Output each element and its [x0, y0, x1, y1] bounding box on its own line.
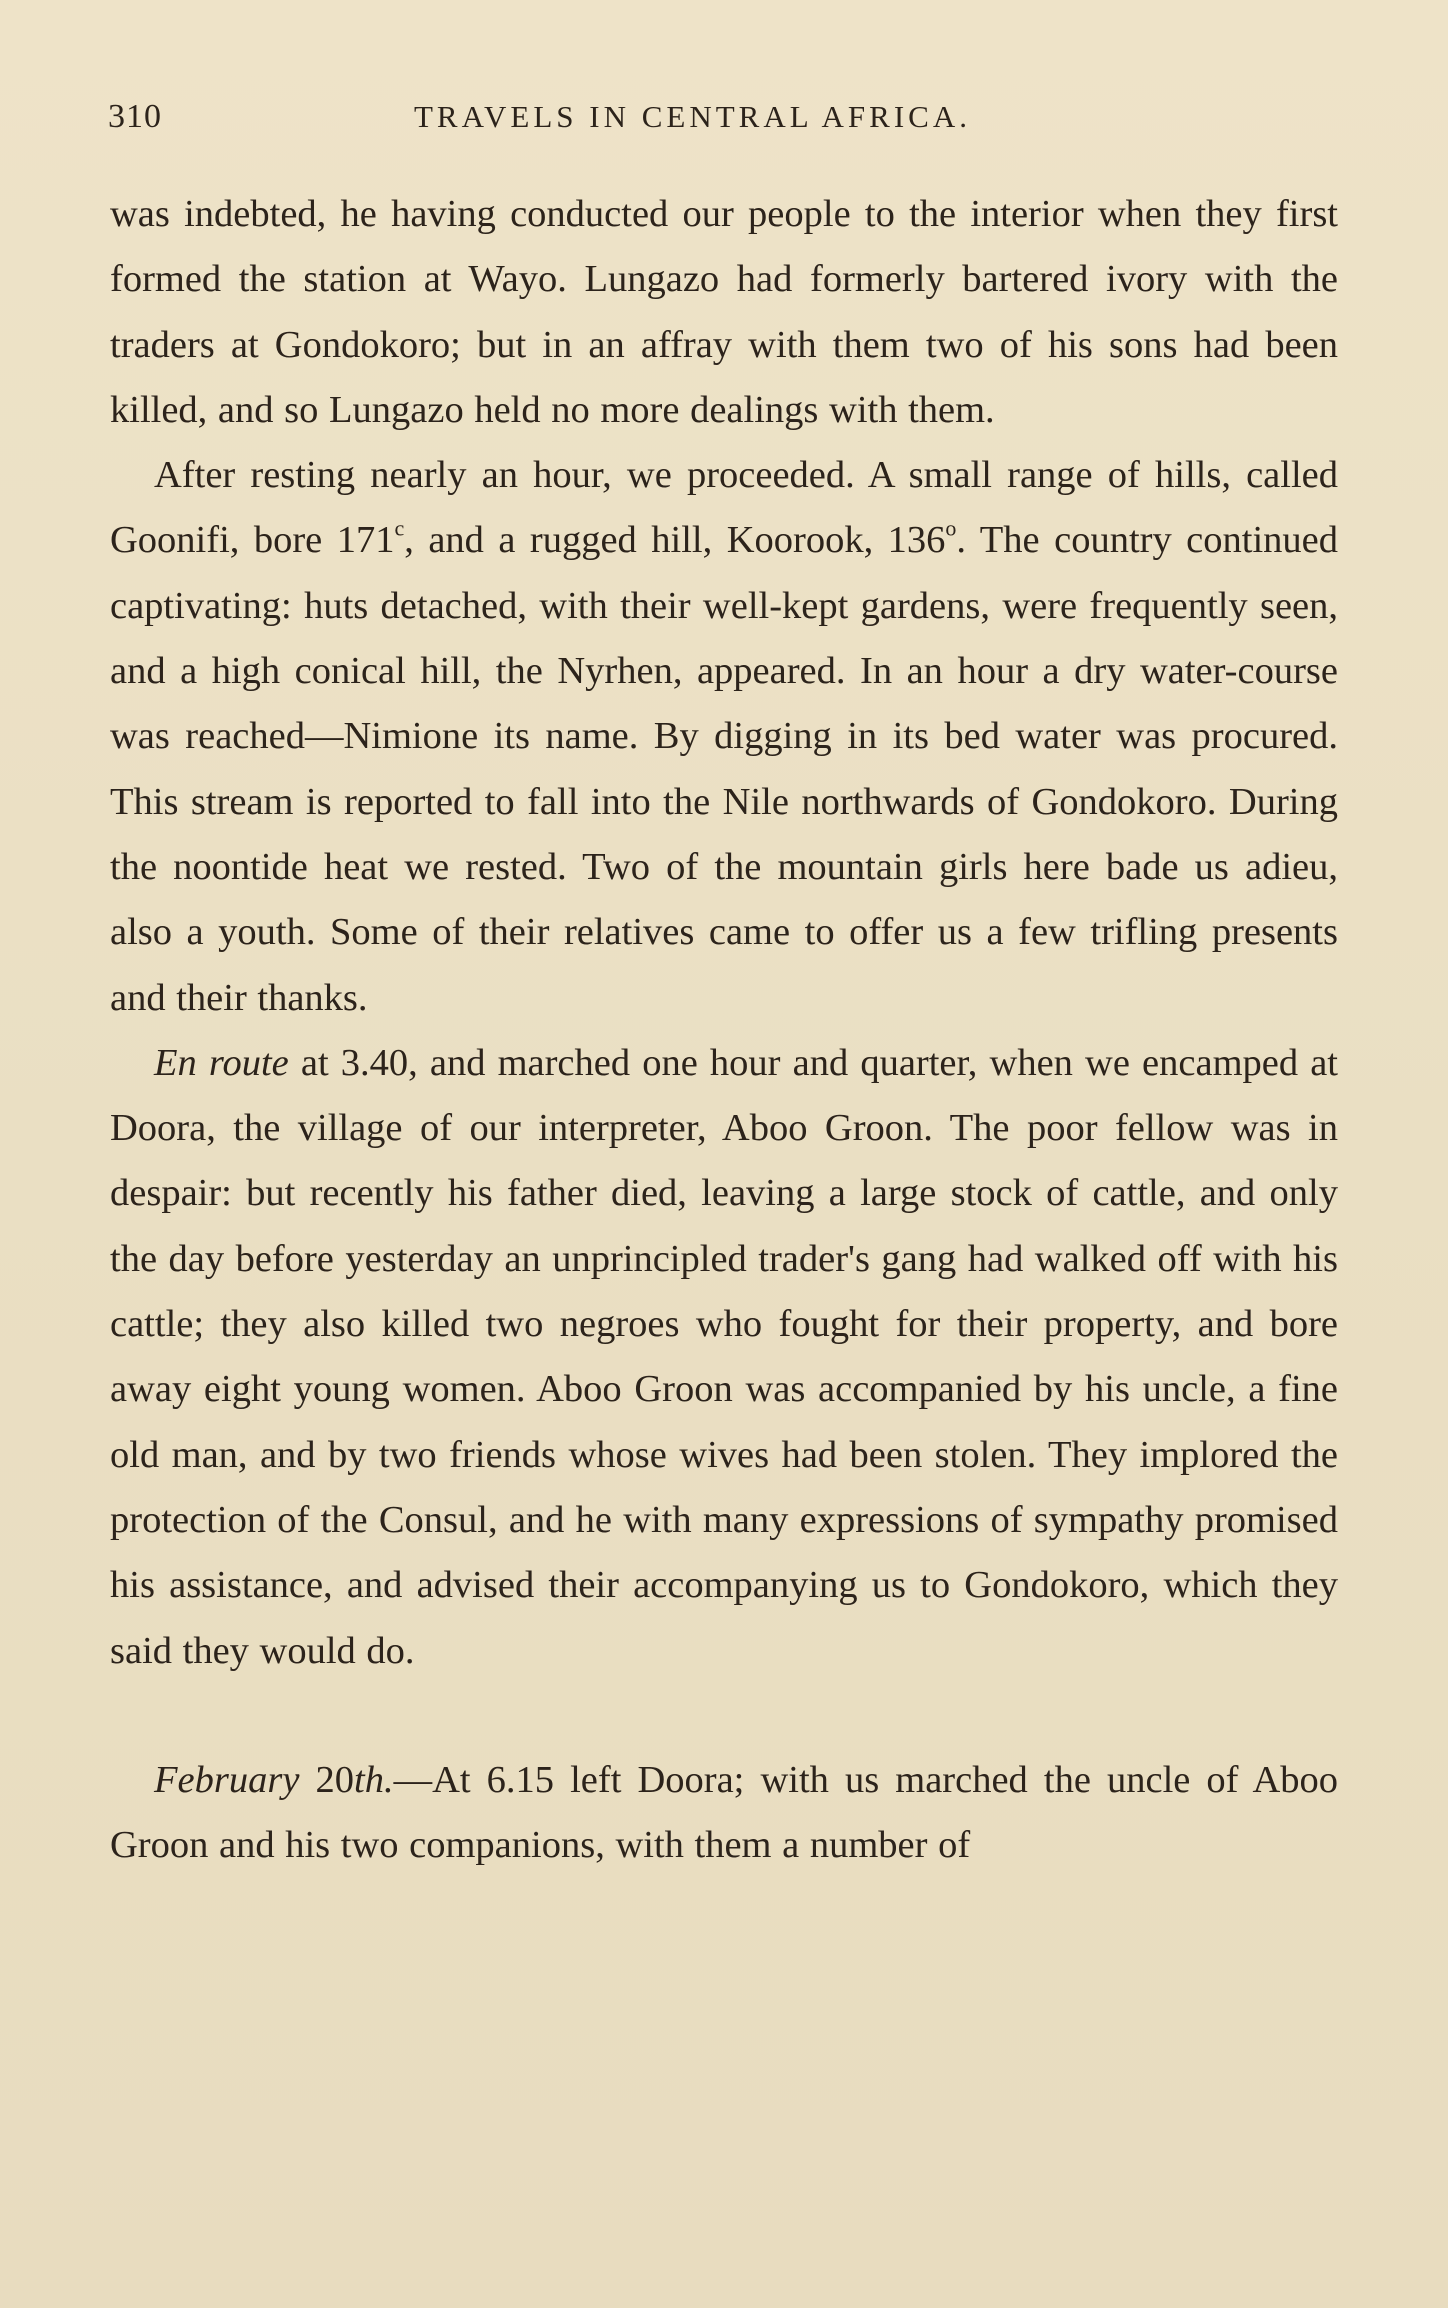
degree-superscript-1: c — [394, 515, 405, 541]
paragraph-1: was indebted, he having conducted our people to the interior when they first formed the station at Wayo. Lungazo had formerly bartered ivory with the traders at Gondokoro; but in an affray with them two of his sons had been killed, and so Lungazo held no more dealings with them. — [110, 193, 1338, 431]
paragraph-2-text-c: . The country continued captivating: huts detached, with their well-kept gardens, were frequently seen, and a high conical hill, the Nyrhen, appeared. In an hour a dry water-course was reached—Nimione its name. By digging in its bed water was procured. This stream is reported to fall into the Nile northwards of Gondokoro. During the noontide heat we rested. Two of the mountain girls here bade us adieu, also a youth. Some of their relatives came to offer us a few trifling presents and their thanks. — [110, 519, 1338, 1019]
paragraph-2-text-b: , and a rugged hill, Koorook, 136 — [404, 519, 946, 562]
running-title: TRAVELS IN CENTRAL AFRICA. — [414, 99, 971, 134]
italic-phrase: En route — [154, 1041, 289, 1084]
page-number: 310 — [108, 98, 162, 135]
paragraph-3-text: at 3.40, and marched one hour and quarter, when we encamped at Doora, the village of our interpreter, Aboo Groon. The poor fellow was in despair: but recently his father died, leaving a large stock of cattle, and only the day before yesterday an unprincipled trader's gang had walked off with his cattle; they also killed two negroes who fought for their property, and bore away eight young women. Aboo Groon was accompanied by his uncle, a fine old man, and by two friends whose wives had been stolen. They implored the protection of the Consul, and he with many expressions of sympathy promised his assistance, and advised their accompanying us to Gondokoro, which they said they would do. — [110, 1041, 1338, 1672]
degree-superscript-2: o — [945, 515, 957, 541]
running-header — [108, 92, 1328, 142]
date-day-number: 20 — [299, 1758, 354, 1801]
date-ordinal: th. — [354, 1758, 394, 1801]
paragraph-3 — [110, 1031, 1338, 1684]
date-month: February — [154, 1758, 300, 1801]
body-text — [110, 182, 1338, 1878]
paragraph-2-text-a: After resting nearly an hour, we proceeded. A small range of hills, called Goonifi, bore 171 — [110, 454, 1338, 562]
paragraph-2 — [110, 443, 1338, 1031]
paragraph-4 — [110, 1748, 1338, 1879]
paragraph-4-text: —At 6.15 left Doora; with us marched the uncle of Aboo Groon and his two companions, with them a number of — [110, 1758, 1338, 1867]
